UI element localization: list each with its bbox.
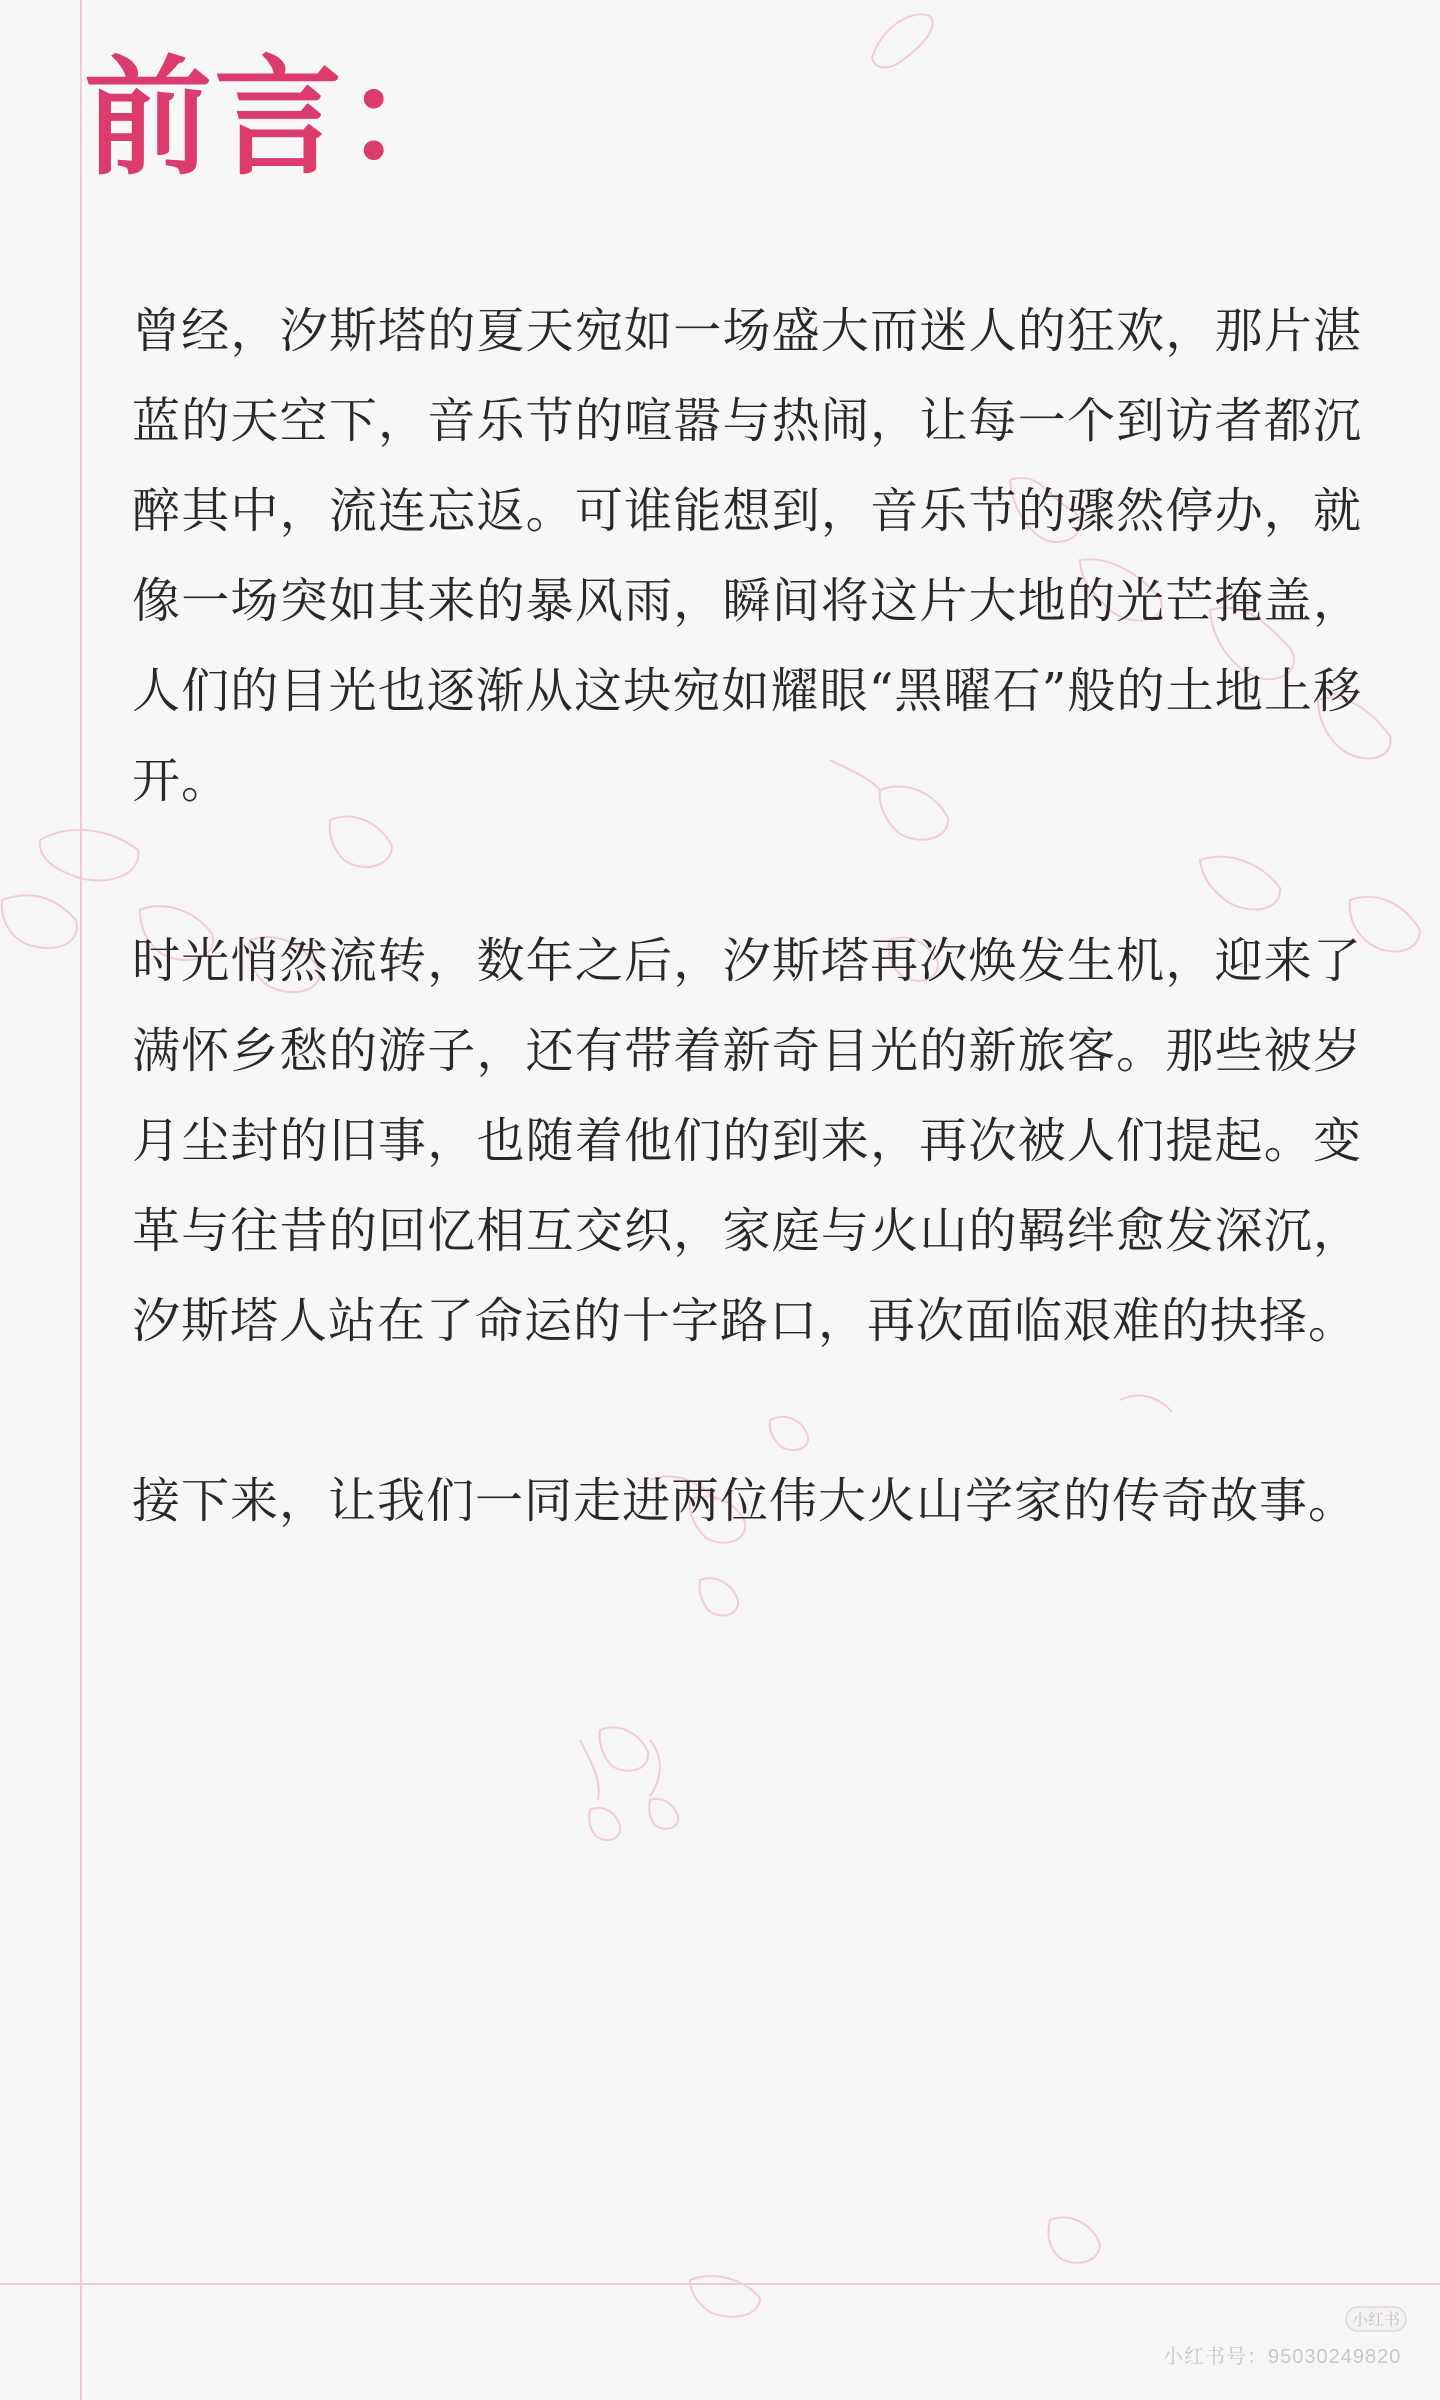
left-margin-line bbox=[80, 0, 82, 2400]
xiaohongshu-badge: 小红书 bbox=[1345, 2306, 1407, 2332]
bottom-margin-line bbox=[0, 2283, 1440, 2285]
watermark-text: 小红书号：95030249820 bbox=[1163, 2346, 1402, 2368]
paragraph-2: 时光悄然流转，数年之后，汐斯塔再次焕发生机，迎来了满怀乡愁的游子，还有带着新奇目光的新旅客。那些被岁月尘封的旧事，也随着他们的到来，再次被人们提起。变革与往昔的回忆相互交织，家庭与火山的羁绊愈发深沉，汐斯塔人站在了命运的十字路口，再次面临艰难的抉择。 bbox=[132, 933, 1362, 1349]
page-title: 前言： bbox=[84, 43, 475, 193]
paragraph-1: 曾经，汐斯塔的夏天宛如一场盛大而迷人的狂欢，那片湛蓝的天空下，音乐节的喧嚣与热闹，让每一个到访者都沉醉其中，流连忘返。可谁能想到，音乐节的骤然停办，就像一场突如其来的暴风雨，瞬间将这片大地的光芒掩盖，人们的目光也逐渐从这块宛如耀眼“黑曜石”般的土地上移开。 bbox=[132, 303, 1362, 809]
preface-content bbox=[132, 286, 1362, 1546]
paragraph-3: 接下来，让我们一同走进两位伟大火山学家的传奇故事。 bbox=[132, 1473, 1358, 1529]
